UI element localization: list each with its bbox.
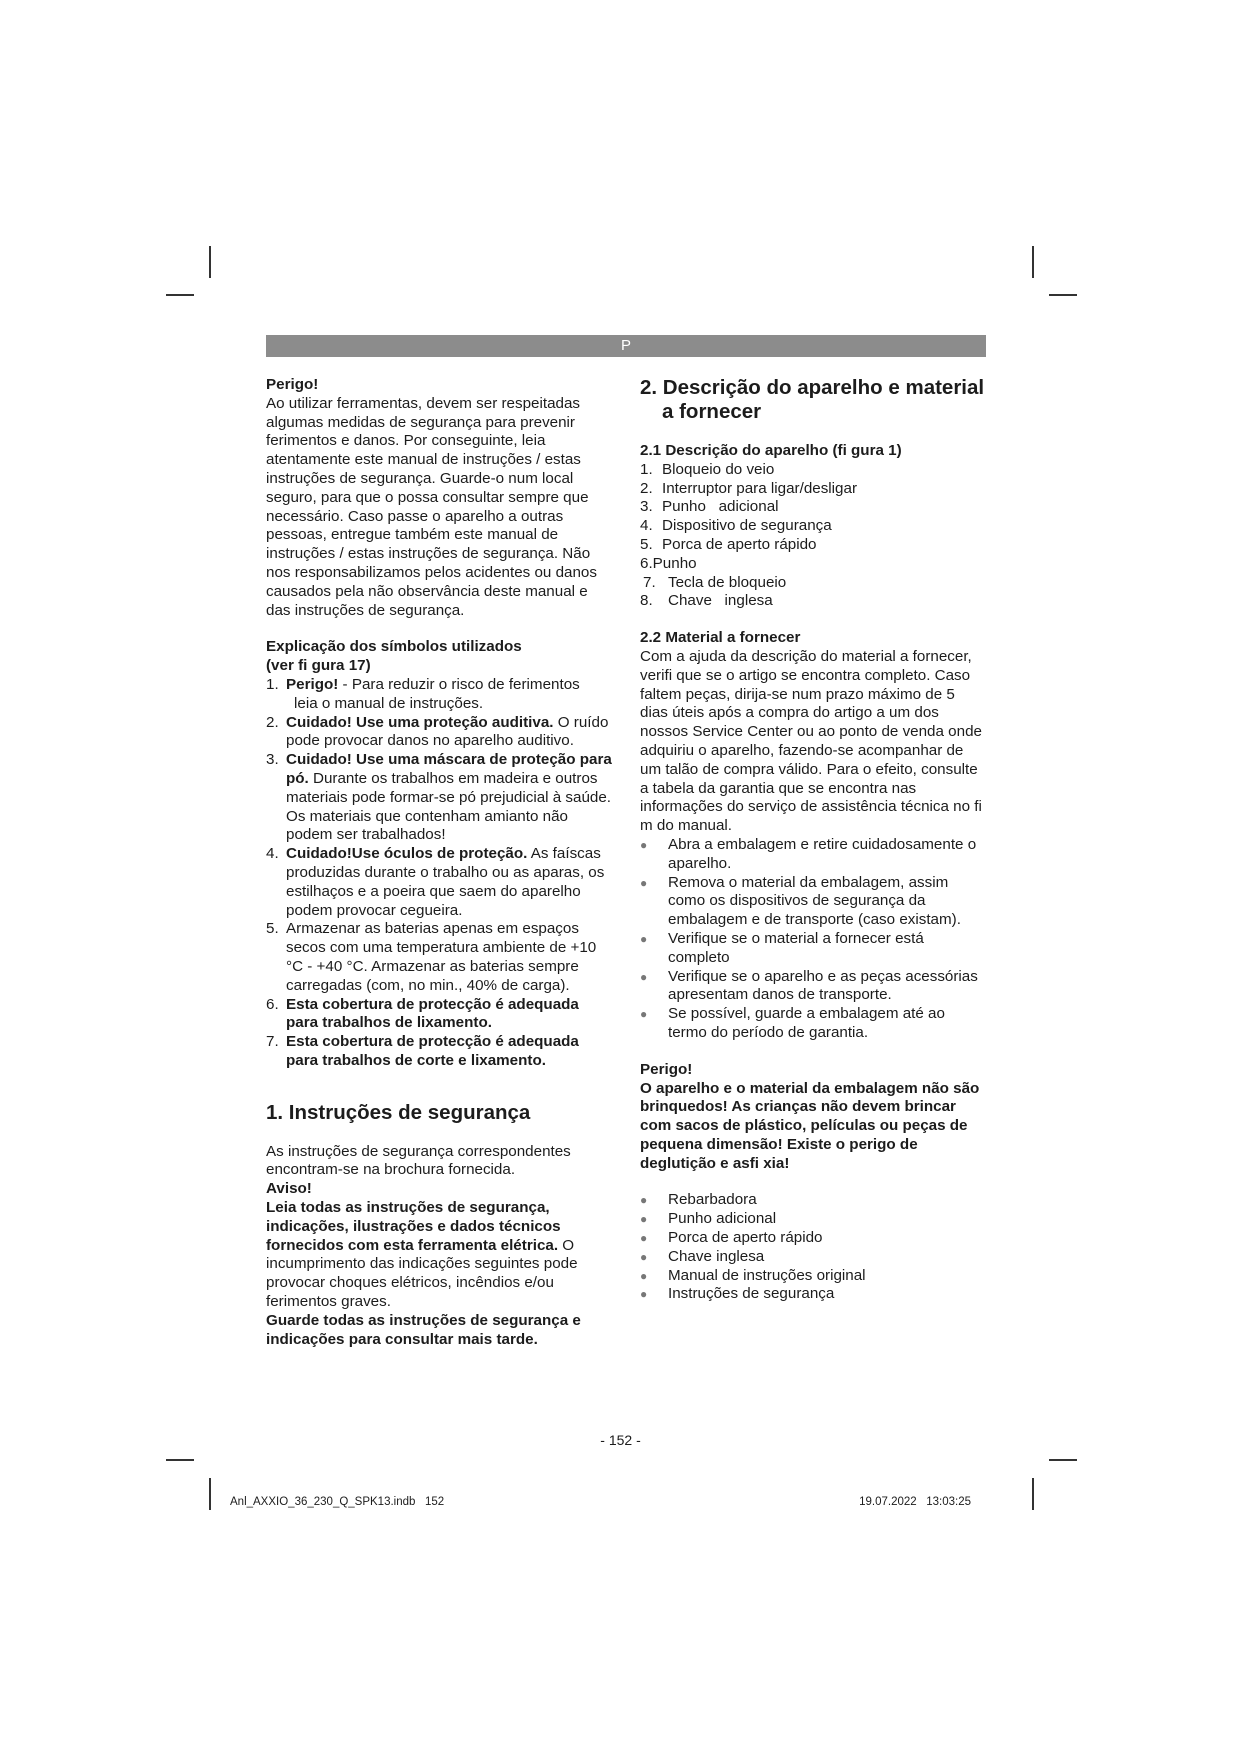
warning-paragraph bbox=[266, 1199, 612, 1312]
file-reference: Anl_AXXIO_36_230_Q_SPK13.indb 152 bbox=[230, 1496, 445, 1508]
item-label: Bloqueio do veio bbox=[662, 460, 775, 478]
item-text: Verifique se o aparelho e as peças acessórias apresentam danos de transporte. bbox=[668, 967, 978, 1004]
list-item bbox=[640, 1005, 986, 1043]
bullet-icon: ● bbox=[640, 875, 648, 890]
section-2-title-line-2: a fornecer bbox=[662, 400, 762, 423]
item-text: Rebarbadora bbox=[668, 1191, 757, 1209]
item-text: O ruído pode provocar danos no aparelho auditivo. bbox=[286, 713, 609, 750]
bullet-icon: ● bbox=[640, 1231, 648, 1246]
crop-mark bbox=[209, 246, 211, 278]
danger-title: Perigo! bbox=[266, 376, 319, 393]
crop-mark bbox=[1049, 1459, 1077, 1461]
list-item bbox=[640, 480, 986, 499]
item-number: 2. bbox=[266, 713, 279, 731]
item-number: 7. bbox=[643, 573, 656, 591]
page-number: - 152 - bbox=[600, 1432, 641, 1448]
crop-mark bbox=[166, 294, 194, 296]
list-item bbox=[266, 676, 612, 714]
danger-paragraph: Ao utilizar ferramentas, devem ser respeitadas algumas medidas de segurança para prevenir ferimentos e danos. Por conseguinte, leia atentamente este manual de instruções / estas instruções de segurança. Guarde-o num local seguro, para que o possa consultar sempre que necessário. Caso passe o aparelho a outras pessoas, entregue também este manual de instruções / estas instruções de segurança. Não nos responsabilizamos pelos acidentes ou danos causados pela não observância deste manual e das instruções de segurança. bbox=[266, 394, 597, 619]
item-number: 4. bbox=[640, 517, 653, 535]
item-text: Abra a embalagem e retire cuidadosamente o aparelho. bbox=[668, 835, 977, 872]
symbols-list bbox=[266, 676, 612, 1071]
list-item bbox=[640, 592, 986, 611]
list-item bbox=[640, 536, 986, 555]
item-number: 3. bbox=[640, 498, 653, 516]
symbols-title: Explicação dos símbolos utilizados bbox=[266, 638, 522, 656]
item-text: Se possível, guarde a embalagem até ao termo do período de garantia. bbox=[668, 1005, 945, 1041]
item-text: Chave inglesa bbox=[668, 1247, 765, 1265]
item-text: - Para reduzir o risco de ferimentos bbox=[338, 675, 580, 693]
list-item bbox=[640, 574, 986, 593]
item-label: Dispositivo de segurança bbox=[662, 517, 832, 535]
warning-label: Aviso! bbox=[266, 1180, 312, 1198]
section-1-intro: As instruções de segurança correspondentes encontram-se na brochura fornecida. bbox=[266, 1142, 571, 1179]
list-item bbox=[266, 920, 612, 995]
subsection-2-2-title: 2.2 Material a fornecer bbox=[640, 629, 801, 647]
item-text: Remova o material da embalagem, assim como os dispositivos de segurança da embalagem e de transporte (caso existam). bbox=[668, 873, 961, 929]
item-continuation: leia o manual de instruções. bbox=[294, 694, 484, 712]
item-number: 4. bbox=[266, 845, 279, 863]
subsection-2-1-title: 2.1 Descrição do aparelho (fi gura 1) bbox=[640, 442, 902, 459]
item-number: 6. bbox=[640, 554, 653, 572]
crop-mark bbox=[1032, 1478, 1034, 1510]
bullet-icon: ● bbox=[640, 1212, 648, 1227]
danger-2-title: Perigo! bbox=[640, 1060, 693, 1078]
item-text: Punho adicional bbox=[668, 1210, 777, 1228]
bullet-icon: ● bbox=[640, 1193, 648, 1208]
item-number: 5. bbox=[266, 920, 279, 938]
section-1-title: 1. Instruções de segurança bbox=[266, 1100, 531, 1124]
warning-text: O incumprimento das indicações seguintes pode provocar choques elétricos, incêndios e/ou ferimentos graves. bbox=[266, 1236, 578, 1311]
warning-bold: Leia todas as instruções de segurança, indicações, ilustrações e dados técnicos fornecidos com esta ferramenta elétrica. bbox=[266, 1199, 561, 1254]
item-number: 5. bbox=[640, 535, 653, 553]
crop-mark bbox=[1032, 246, 1034, 278]
item-text: Durante os trabalhos em madeira e outros materiais pode formar-se pó prejudicial à saúde. Os materiais que contenham amianto não podem ser trabalhados! bbox=[286, 769, 612, 844]
item-text: As faíscas produzidas durante o trabalho ou as aparas, os estilhaços e a poeira que saem do aparelho podem provocar cegueira. bbox=[286, 845, 605, 919]
list-item bbox=[640, 836, 986, 874]
bullet-icon: ● bbox=[640, 1268, 648, 1283]
parts-list bbox=[640, 461, 986, 611]
bullet-icon: ● bbox=[640, 837, 648, 852]
item-bold: Esta cobertura de protecção é adequada para trabalhos de corte e lixamento. bbox=[286, 1033, 579, 1069]
list-item bbox=[640, 1229, 986, 1248]
section-2-title: 2. Descrição do aparelho e material bbox=[640, 376, 985, 399]
item-bold: Esta cobertura de protecção é adequada para trabalhos de lixamento. bbox=[286, 995, 579, 1032]
bullet-icon: ● bbox=[640, 1249, 648, 1264]
item-number: 3. bbox=[266, 751, 279, 769]
item-bold: Perigo! bbox=[286, 675, 339, 693]
item-text: Manual de instruções original bbox=[668, 1266, 866, 1284]
item-number: 2. bbox=[640, 479, 653, 497]
item-label: Chave inglesa bbox=[668, 592, 773, 610]
crop-mark bbox=[209, 1478, 211, 1510]
keep-instructions-note: Guarde todas as instruções de segurança e indicações para consultar mais tarde. bbox=[266, 1311, 581, 1348]
list-item bbox=[266, 845, 612, 920]
item-bold: Cuidado!Use óculos de proteção. bbox=[286, 845, 528, 863]
list-item bbox=[640, 930, 986, 968]
list-item bbox=[266, 714, 612, 752]
delivery-contents-list bbox=[640, 1191, 986, 1304]
item-text: Porca de aperto rápido bbox=[668, 1229, 823, 1247]
list-item bbox=[640, 874, 986, 930]
item-number: 6. bbox=[266, 995, 279, 1013]
list-item bbox=[640, 1248, 986, 1267]
danger-2-text: O aparelho e o material da embalagem não são brinquedos! As crianças não devem brincar com sacos de plástico, películas ou peças de pequena dimensão! Existe o perigo de deglutição e asfi xia! bbox=[640, 1079, 980, 1172]
symbols-subtitle: (ver fi gura 17) bbox=[266, 657, 371, 675]
list-item bbox=[640, 517, 986, 536]
list-item bbox=[266, 996, 612, 1034]
item-label: Punho adicional bbox=[662, 498, 779, 516]
item-bold: Cuidado! Use uma máscara de proteção para pó. bbox=[286, 751, 612, 787]
subsection-2-2-text: Com a ajuda da descrição do material a fornecer, verifi que se o artigo se encontra completo. Caso faltem peças, dirija-se num prazo máximo de 5 dias úteis após a compra do artigo a um dos nossos Service Center ou ao ponto de venda onde adquiriu o aparelho, fazendo-se acompanhar de um talão de compra válido. Para o efeito, consulte a tabela da garantia que se encontra nas informações do serviço de assistência técnica no fi m do manual. bbox=[640, 647, 982, 835]
list-item bbox=[266, 751, 612, 845]
list-item bbox=[640, 1191, 986, 1210]
bullet-icon: ● bbox=[640, 1007, 648, 1022]
bullet-icon: ● bbox=[640, 969, 648, 984]
list-item bbox=[640, 1210, 986, 1229]
item-text: Instruções de segurança bbox=[668, 1285, 835, 1303]
language-tab-label: P bbox=[620, 337, 631, 354]
item-number: 7. bbox=[266, 1033, 279, 1051]
item-label: Tecla de bloqueio bbox=[668, 573, 787, 591]
item-number: 1. bbox=[266, 675, 279, 693]
item-text: Armazenar as baterias apenas em espaços secos com uma temperatura ambiente de +10 °C - +40 °C. Armazenar as baterias sempre carregadas (com, no min., 40% de carga). bbox=[286, 920, 597, 994]
item-number: 1. bbox=[640, 460, 653, 478]
left-column bbox=[266, 376, 612, 1349]
checklist bbox=[640, 836, 986, 1043]
crop-mark bbox=[166, 1459, 194, 1461]
list-item bbox=[266, 1033, 612, 1071]
crop-mark bbox=[1049, 294, 1077, 296]
list-item bbox=[640, 1285, 986, 1304]
item-number: 8. bbox=[640, 592, 653, 610]
print-timestamp: 19.07.2022 13:03:25 bbox=[859, 1496, 971, 1508]
item-label: Porca de aperto rápido bbox=[662, 535, 817, 553]
list-item bbox=[640, 555, 986, 574]
bullet-icon: ● bbox=[640, 931, 648, 946]
item-text: Verifique se o material a fornecer está completo bbox=[668, 929, 924, 966]
list-item bbox=[640, 968, 986, 1006]
language-header-bar bbox=[266, 335, 986, 357]
list-item bbox=[640, 498, 986, 517]
list-item bbox=[640, 461, 986, 480]
right-column bbox=[640, 376, 986, 1304]
bullet-icon: ● bbox=[640, 1287, 648, 1302]
item-label: Punho bbox=[652, 554, 697, 572]
item-label: Interruptor para ligar/desligar bbox=[662, 479, 858, 497]
item-bold: Cuidado! Use uma proteção auditiva. bbox=[286, 713, 554, 731]
list-item bbox=[640, 1267, 986, 1286]
